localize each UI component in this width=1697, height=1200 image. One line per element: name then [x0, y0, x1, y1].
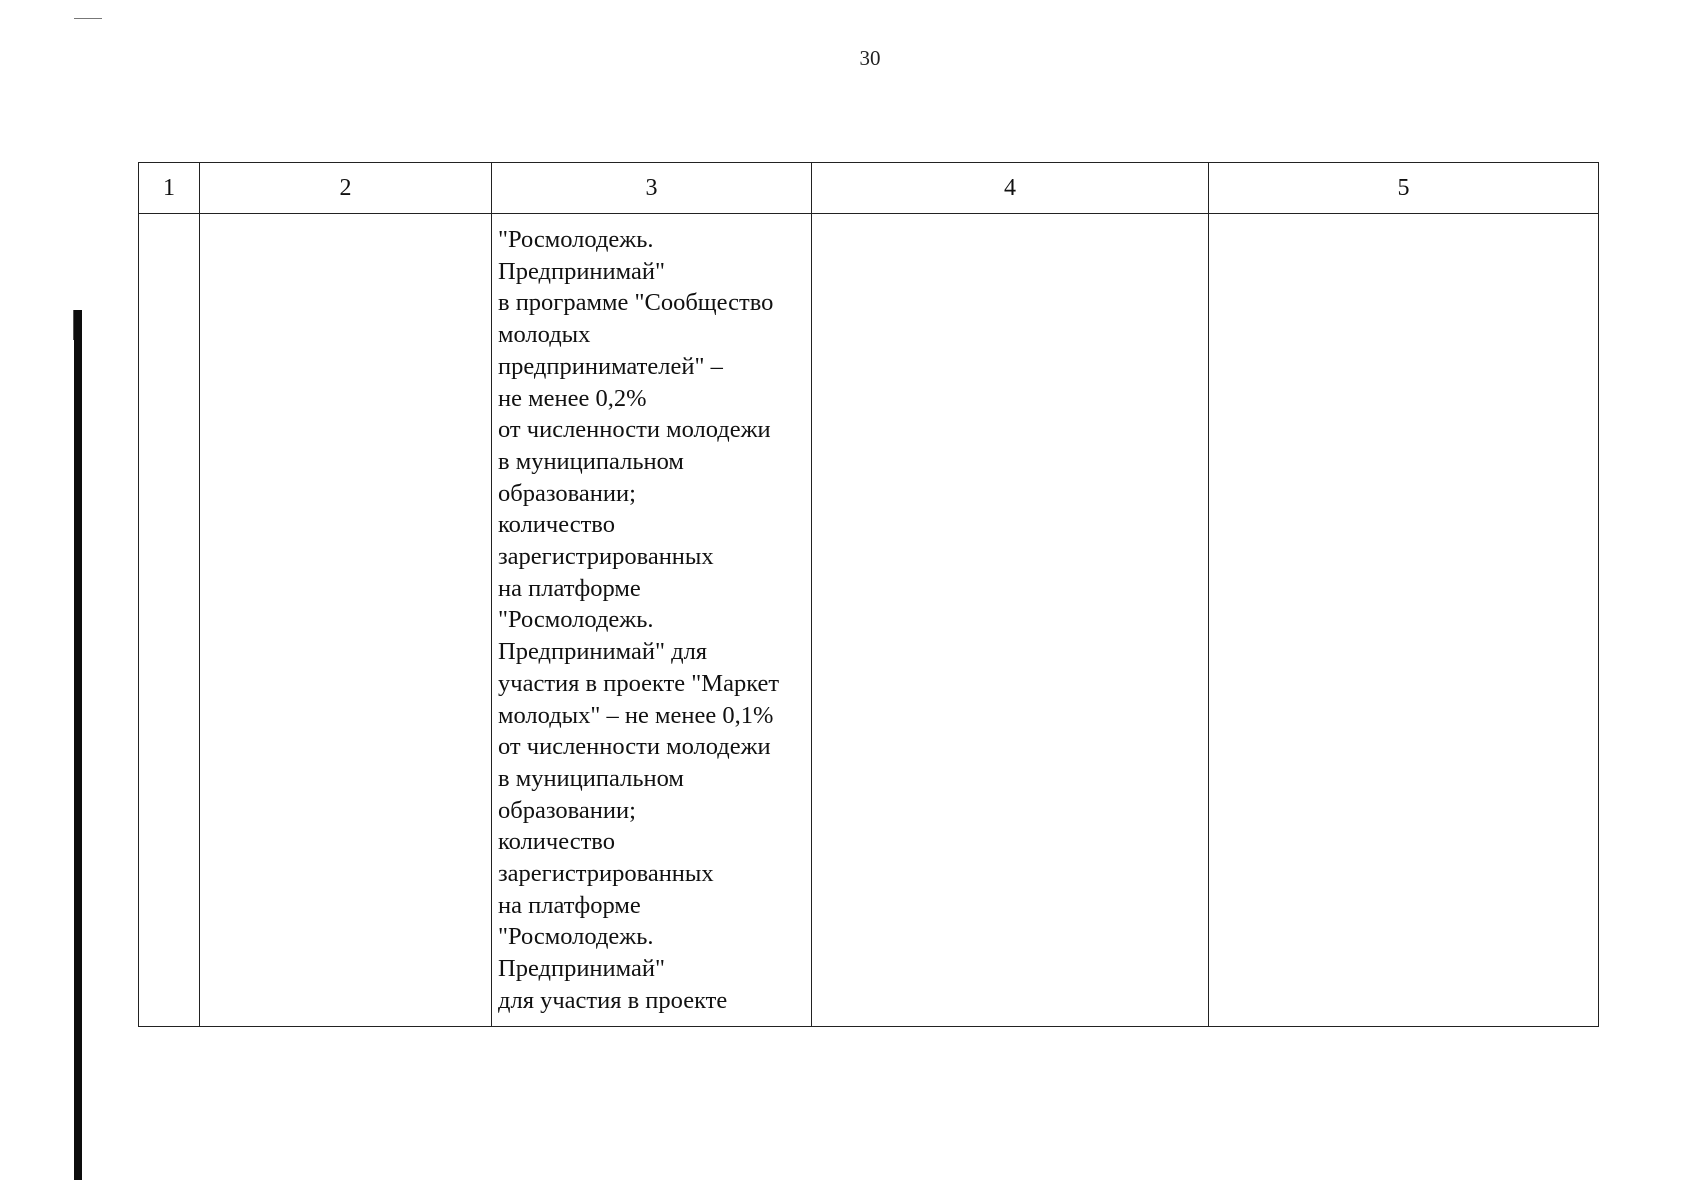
header-cell-5: 5 — [1209, 163, 1599, 214]
header-cell-4: 4 — [812, 163, 1209, 214]
cell-text-indicators: "Росмолодежь. Предпринимай" в программе "Сообщество молодых предпринимателей" – не менее 0,2% от численности молодежи в муниципальном образовании; количество зарегистрированных на платформе "Росмолодежь. Предпринимай" для участия в проекте "Маркет молодых" – не менее 0,1% от численности молодежи в муниципальном образовании; количество зарегистрированных на платформе "Росмолодежь. Предпринимай" для участия в проекте — [498, 226, 780, 1014]
cell-text — [812, 214, 1208, 224]
table-cell-col4 — [812, 214, 1209, 1027]
table-header-row — [139, 163, 1599, 214]
table-row — [139, 214, 1599, 1027]
scan-artifact-left-bar — [74, 310, 82, 1180]
table-cell-col3 — [492, 214, 812, 1027]
table-cell-col2 — [200, 214, 492, 1027]
table-cell-col5 — [1209, 214, 1599, 1027]
cell-text — [200, 214, 491, 224]
document-table — [138, 162, 1599, 1027]
page-number: 30 — [859, 46, 881, 70]
scan-artifact-mark — [74, 18, 102, 19]
cell-text — [139, 214, 199, 224]
header-cell-1: 1 — [139, 163, 200, 214]
scan-artifact-left-line — [73, 310, 74, 340]
cell-text — [1209, 214, 1598, 224]
header-cell-3: 3 — [492, 163, 812, 214]
table-cell-col1 — [139, 214, 200, 1027]
header-cell-2: 2 — [200, 163, 492, 214]
